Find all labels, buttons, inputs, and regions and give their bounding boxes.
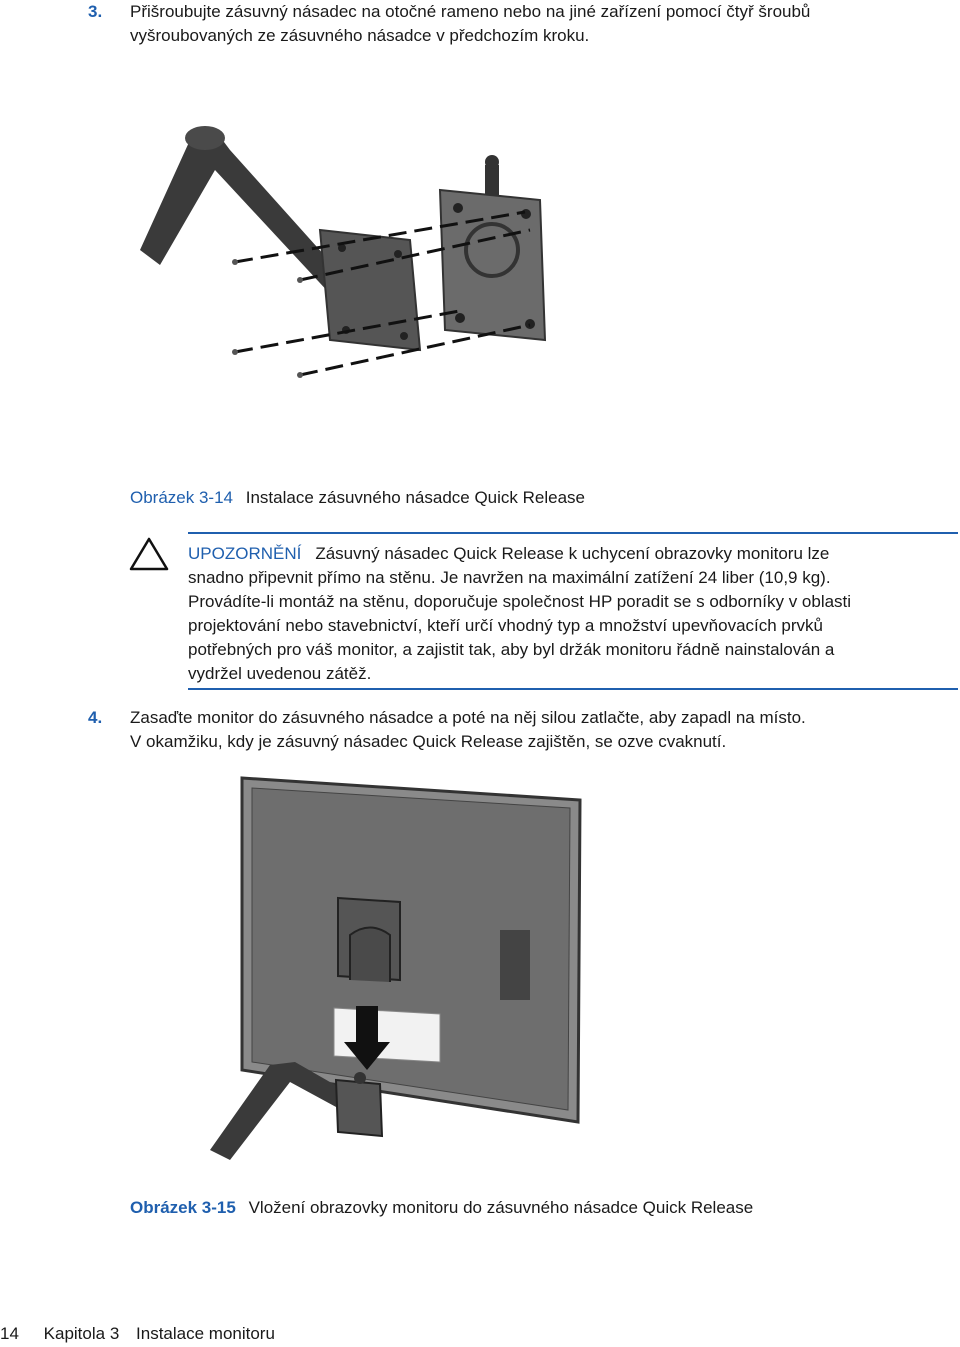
caution-note: [188, 542, 958, 686]
figure-3-15-caption: [130, 1196, 753, 1220]
figure-3-14-text: Instalace zásuvného násadce Quick Release: [245, 488, 585, 507]
figure-3-15-text: Vložení obrazovky monitoru do zásuvného násadce Quick Release: [248, 1198, 754, 1217]
chapter-title: Instalace monitoru: [136, 1324, 275, 1343]
step-4-number: 4.: [88, 708, 103, 727]
caution-text-1: Zásuvný násadec Quick Release k uchycení obrazovky monitoru lze: [315, 544, 830, 563]
figure-3-14-illustration: [120, 110, 560, 390]
figure-3-14-label: Obrázek 3-14: [130, 488, 233, 507]
caution-line-4: projektování nebo stavebnictví, kteří určí vhodný typ a množství upevňovacích prvků: [188, 616, 823, 635]
warning-triangle-icon: [128, 536, 170, 572]
caution-line-2: snadno připevnit přímo na stěnu. Je navržen na maximální zatížení 24 liber (10,9 kg).: [188, 568, 831, 587]
caution-line-5: potřebných pro váš monitor, a zajistit tak, aby byl držák monitoru řádně nainstalován a: [188, 640, 835, 659]
caution-line-6: vydržel uvedenou zátěž.: [188, 664, 372, 683]
step-4-text: [130, 706, 950, 754]
step-3-line-2: vyšroubovaných ze zásuvného násadce v předchozím kroku.: [130, 26, 590, 45]
caution-line-3: Provádíte-li montáž na stěnu, doporučuje společnost HP poradit se s odborníky v oblasti: [188, 592, 852, 611]
caution-bottom-rule: [188, 688, 958, 690]
chapter-label: Kapitola 3: [43, 1324, 120, 1343]
step-3-text: [130, 0, 950, 48]
page-footer: [0, 1322, 287, 1346]
step-3-line-1: Přišroubujte zásuvný násadec na otočné rameno nebo na jiné zařízení pomocí čtyř šroubů: [130, 2, 811, 21]
caution-top-rule: [188, 532, 958, 534]
figure-3-15-label: Obrázek 3-15: [130, 1198, 236, 1217]
step-4-line-1: Zasaďte monitor do zásuvného násadce a poté na něj silou zatlačte, aby zapadl na místo.: [130, 708, 806, 727]
figure-3-14-caption: [130, 486, 585, 510]
page-number: 14: [0, 1324, 19, 1343]
step-3-number: 3.: [88, 2, 103, 21]
step-4-line-2: V okamžiku, kdy je zásuvný násadec Quick Release zajištěn, se ozve cvaknutí.: [130, 732, 727, 751]
figure-3-15-illustration: [200, 770, 600, 1160]
caution-heading: UPOZORNĚNÍ: [188, 544, 302, 563]
caution-line-1: [188, 542, 958, 566]
